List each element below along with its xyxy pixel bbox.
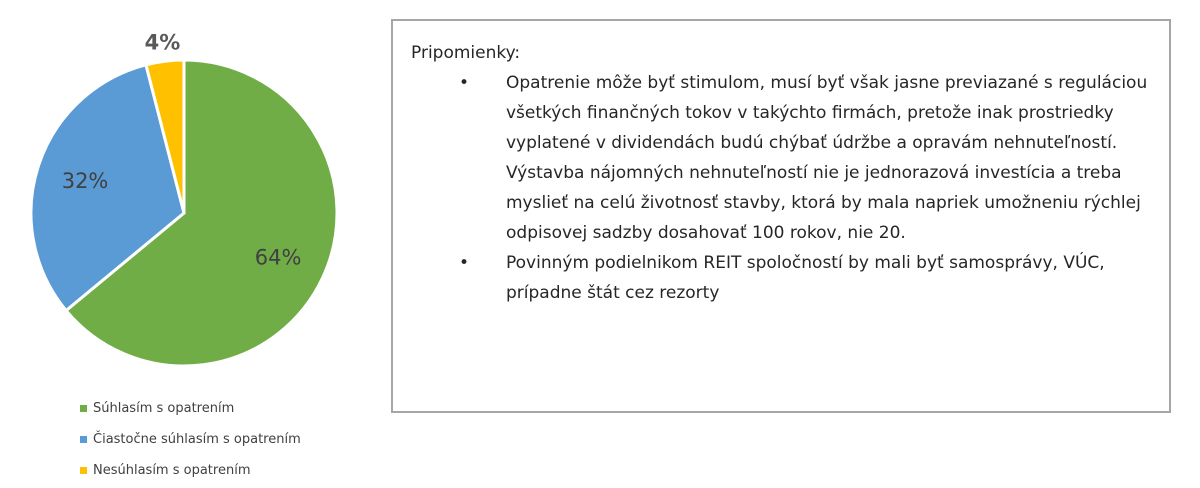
comment-text: Povinným podielnikom REIT spoločností by mali byť samosprávy, VÚC, prípadne štát cez rezorty (506, 253, 1105, 303)
bullet-icon: • (459, 73, 470, 93)
chart-legend (80, 393, 301, 486)
legend-label-partially-agree: Čiastočne súhlasím s opatrením (93, 432, 301, 447)
comments-list (459, 68, 1156, 308)
legend-item-agree (80, 393, 301, 424)
pie-label-partially-agree: 32% (61, 168, 109, 193)
legend-swatch-disagree (80, 467, 87, 474)
comment-item (459, 248, 1156, 308)
comment-text: Opatrenie môže byť stimulom, musí byť však jasne previazané s reguláciou všetkých finančných tokov v takýchto firmách, pretože inak prostriedky vyplatené v dividendách budú chýbať údržbe a opravám nehnuteľností. Výstavba nájomných nehnuteľností nie je jednorazová investícia a treba myslieť na celú životnosť stavby, ktorá by mala napriek umožneniu rýchlej odpisovej sadzby dosahovať 100 rokov, nie 20. (506, 73, 1148, 243)
legend-label-disagree: Nesúhlasím s opatrením (93, 463, 251, 478)
pie-label-agree: 64% (254, 245, 302, 270)
comment-item (459, 68, 1156, 248)
comments-box (391, 19, 1171, 413)
pie-label-disagree: 4% (144, 30, 181, 55)
pie-chart (0, 0, 380, 390)
legend-swatch-partially-agree (80, 436, 87, 443)
comments-title: Pripomienky: (411, 43, 521, 63)
legend-label-agree: Súhlasím s opatrením (93, 401, 235, 416)
legend-item-disagree (80, 455, 301, 486)
legend-item-partially-agree (80, 424, 301, 455)
legend-swatch-agree (80, 405, 87, 412)
bullet-icon: • (459, 253, 470, 273)
